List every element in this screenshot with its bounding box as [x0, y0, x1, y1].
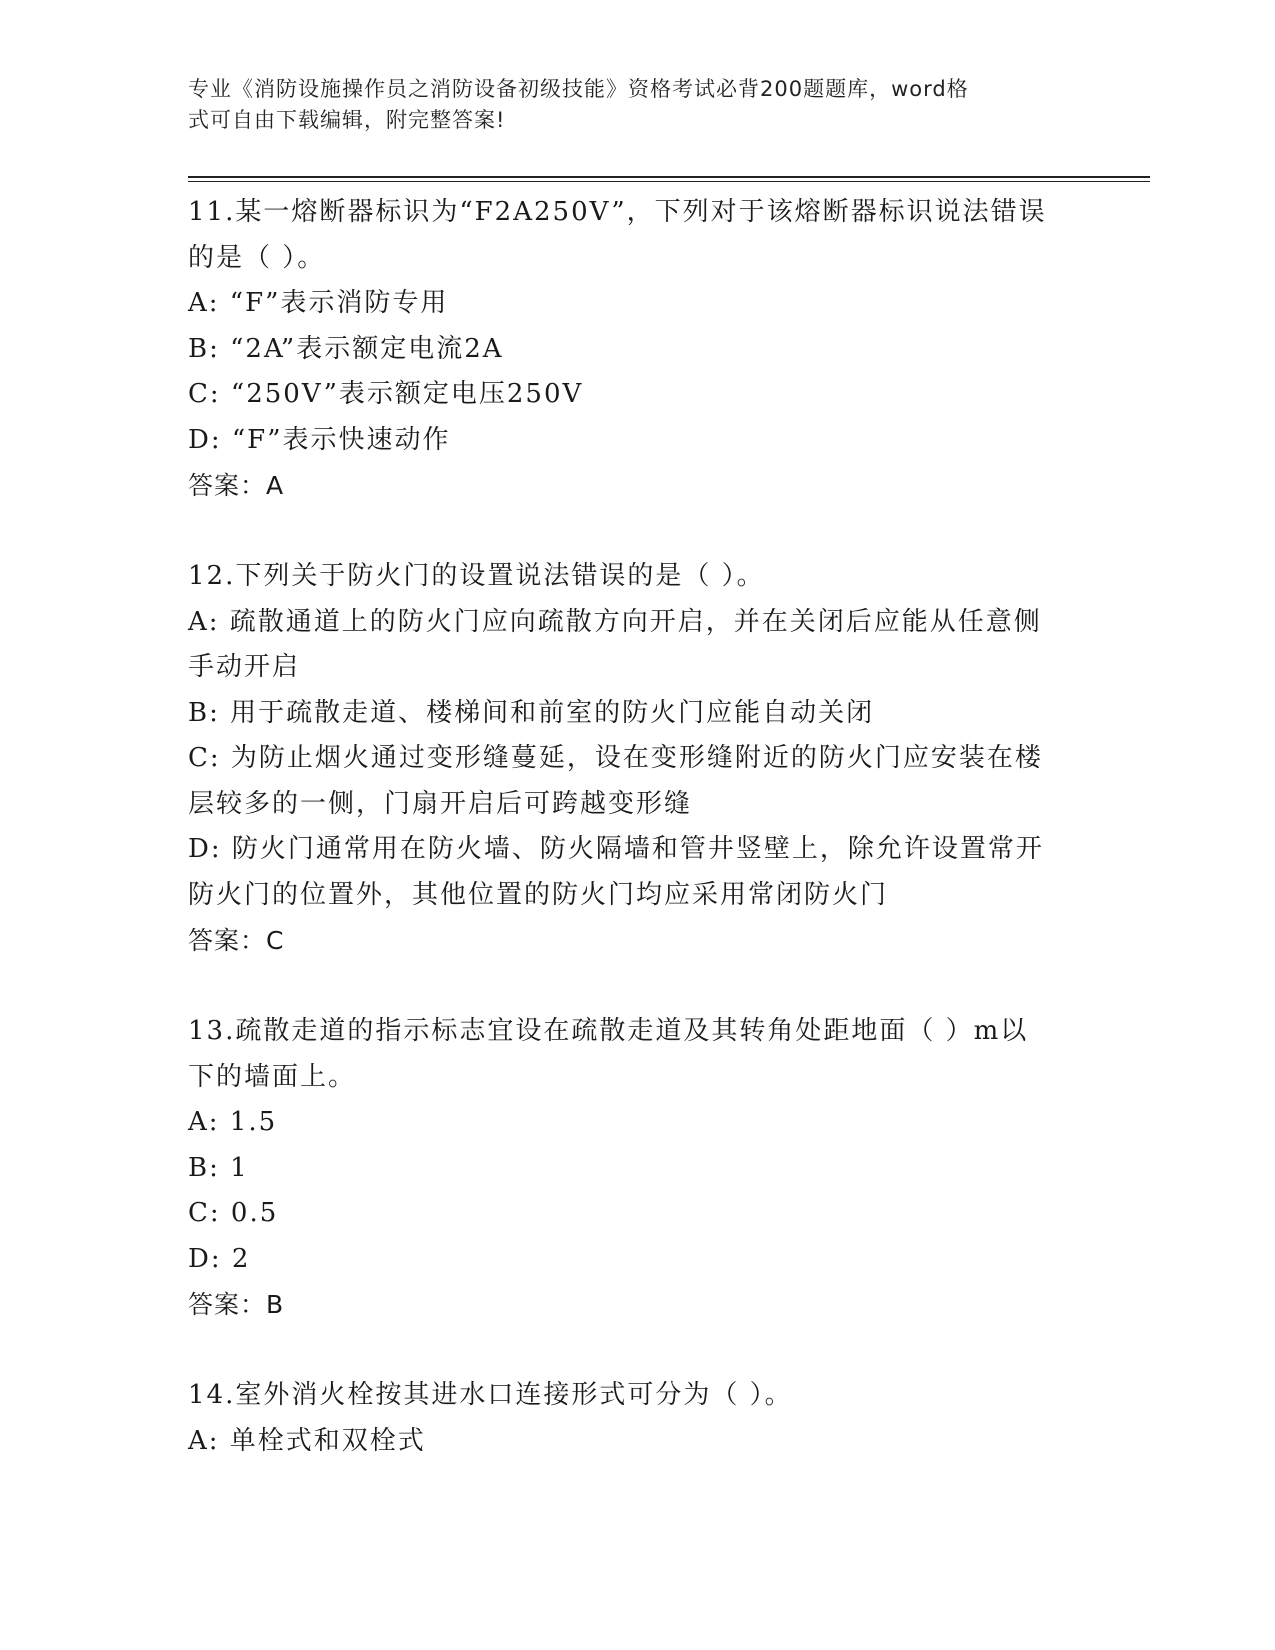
option-a: A: 1.5	[188, 1107, 278, 1137]
document-header	[188, 74, 1068, 136]
question-stem: 13.疏散走道的指示标志宜设在疏散走道及其转角处距地面（ ）m以	[188, 1016, 1029, 1046]
spacer	[188, 1328, 1088, 1374]
option-c: C: 0.5	[188, 1198, 279, 1228]
option-c-cont: 层较多的一侧，门扇开启后可跨越变形缝	[188, 788, 693, 819]
question-stem: 12.下列关于防火门的设置说法错误的是（ ）。	[188, 561, 765, 591]
question-stem: 的是（ ）。	[188, 242, 326, 273]
header-line-2: 式可自由下载编辑，附完整答案!	[188, 108, 506, 132]
header-rule-thin	[188, 181, 1150, 182]
answer: 答案：B	[188, 1290, 285, 1319]
option-d: D: 2	[188, 1243, 251, 1274]
answer: 答案：A	[188, 471, 285, 500]
header-line-1: 专业《消防设施操作员之消防设备初级技能》资格考试必背200题题库，word格	[188, 77, 969, 101]
spacer	[188, 964, 1088, 1010]
option-a-cont: 手动开启	[188, 652, 301, 682]
option-d: D: 防火门通常用在防火墙、防火隔墙和管井竖壁上，除允许设置常开	[188, 834, 1044, 864]
option-a: A: 单栓式和双栓式	[188, 1425, 426, 1456]
question-13	[188, 1009, 1088, 1328]
answer: 答案：C	[188, 926, 285, 955]
question-12	[188, 554, 1088, 964]
spacer	[188, 509, 1088, 555]
question-14	[188, 1373, 1088, 1464]
question-11	[188, 190, 1088, 509]
option-a: A: “F”表示消防专用	[188, 288, 449, 318]
option-d: D: “F”表示快速动作	[188, 424, 451, 455]
question-stem: 下的墙面上。	[188, 1061, 357, 1092]
option-d-cont: 防火门的位置外，其他位置的防火门均应采用常闭防火门	[188, 879, 889, 910]
option-a: A: 疏散通道上的防火门应向疏散方向开启，并在关闭后应能从任意侧	[188, 606, 1042, 637]
option-c: C: “250V”表示额定电压250V	[188, 379, 584, 409]
option-b: B: “2A”表示额定电流2A	[188, 333, 504, 364]
option-c: C: 为防止烟火通过变形缝蔓延，设在变形缝附近的防火门应安装在楼	[188, 743, 1043, 773]
option-b: B: 用于疏散走道、楼梯间和前室的防火门应能自动关闭	[188, 697, 875, 728]
question-stem: 14.室外消火栓按其进水口连接形式可分为（ ）。	[188, 1380, 793, 1410]
question-list	[188, 190, 1088, 1464]
question-stem: 11.某一熔断器标识为“F2A250V”，下列对于该熔断器标识说法错误	[188, 197, 1047, 227]
option-b: B: 1	[188, 1152, 249, 1183]
header-rule-thick	[188, 176, 1150, 178]
